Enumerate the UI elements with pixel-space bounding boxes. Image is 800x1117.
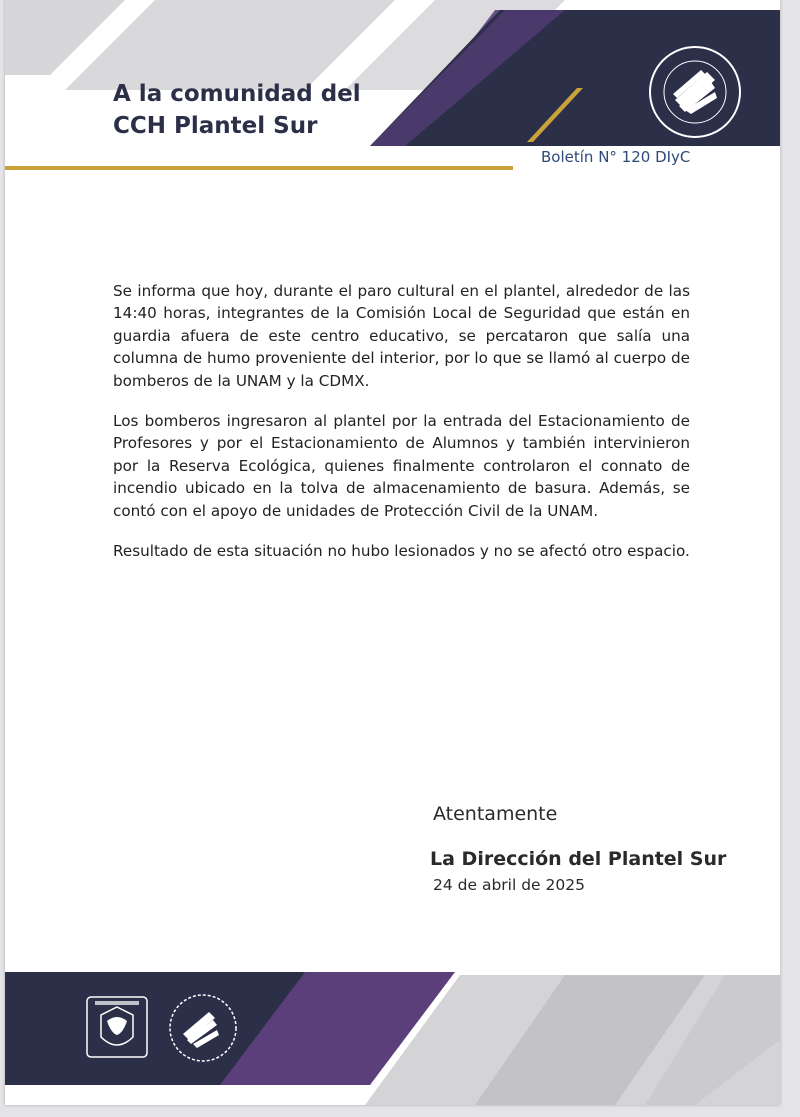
page-title <box>113 78 361 142</box>
closing-text: Atentamente <box>433 803 558 825</box>
title-line-2: CCH Plantel Sur <box>113 113 318 139</box>
top-gray-band <box>65 0 395 90</box>
cch-seal-logo <box>645 42 745 142</box>
body-paragraph: Los bomberos ingresaron al plantel por la entrada del Estacionamiento de Profesores y por el Estacionamiento de Alumnos y también intervinieron por la Reserva Ecológica, quienes finalmente controlaron el connato de incendio ubicado en la tolva de almacenamiento de basura. Además, se contó con el apoyo de unidades de Protección Civil de la UNAM. <box>113 412 690 520</box>
bulletin-number: Boletín N° 120 DIyC <box>541 148 691 166</box>
title-line-1: A la comunidad del <box>113 81 361 107</box>
bulletin-page <box>5 0 780 1105</box>
body-paragraph: Resultado de esta situación no hubo lesionados y no se afectó otro espacio. <box>113 542 690 561</box>
bulletin-body <box>113 280 690 580</box>
cch-bottom-logo <box>165 990 241 1066</box>
signer-name: La Dirección del Plantel Sur <box>430 848 727 870</box>
date-text: 24 de abril de 2025 <box>433 876 585 894</box>
unam-seal-logo <box>83 993 151 1063</box>
body-paragraph: Se informa que hoy, durante el paro cultural en el plantel, alrededor de las 14:40 horas, integrantes de la Comisión Local de Seguridad que están en guardia afuera de este centro educativo, se percataron que salía una columna de humo proveniente del interior, por lo que se llamó al cuerpo de bomberos de la UNAM y la CDMX. <box>113 282 690 390</box>
gold-underline <box>5 166 513 170</box>
